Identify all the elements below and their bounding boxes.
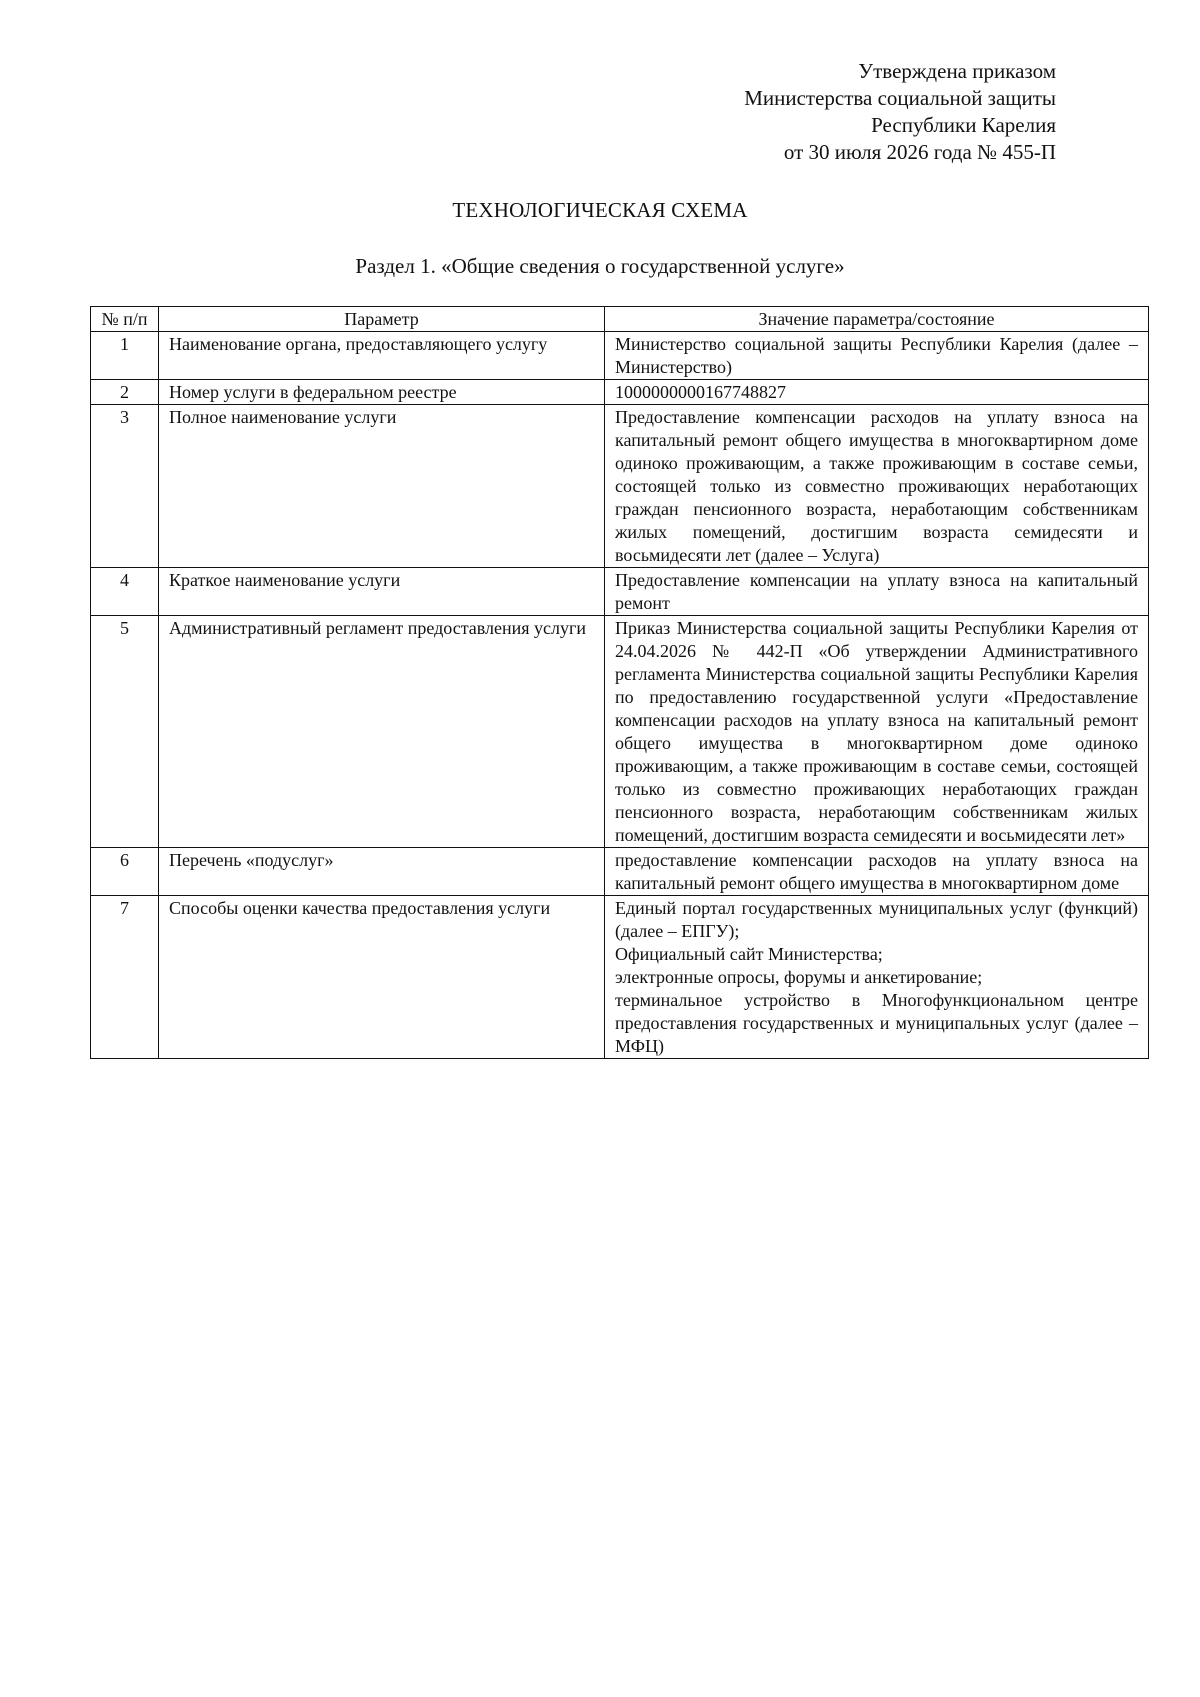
row-value-line: Предоставление компенсации на уплату взноса на капитальный ремонт <box>615 570 1138 613</box>
row-value-line: терминальное устройство в Многофункциональном центре предоставления государственных и муниципальных услуг (далее – МФЦ) <box>615 990 1138 1056</box>
table-row <box>91 332 1149 380</box>
row-value-line: Единый портал государственных муниципальных услуг (функций) (далее – ЕПГУ); <box>615 898 1138 941</box>
table-row <box>91 405 1149 568</box>
row-number: 2 <box>91 380 159 405</box>
row-parameter: Наименование органа, предоставляющего услугу <box>159 332 605 380</box>
row-value <box>605 848 1149 896</box>
approval-line: Республики Карелия <box>871 113 1056 137</box>
row-value <box>605 380 1149 405</box>
header-value: Значение параметра/состояние <box>605 307 1149 332</box>
row-value-line: Министерство социальной защиты Республики Карелия (далее – Министерство) <box>615 334 1138 377</box>
approval-line: Утверждена приказом <box>858 59 1056 83</box>
table-header-row <box>91 307 1149 332</box>
row-parameter: Номер услуги в федеральном реестре <box>159 380 605 405</box>
approval-block <box>744 58 1056 166</box>
table-row <box>91 848 1149 896</box>
row-parameter: Полное наименование услуги <box>159 405 605 568</box>
row-parameter: Административный регламент предоставления услуги <box>159 616 605 848</box>
row-value-line: Официальный сайт Министерства; <box>615 944 883 964</box>
row-number: 3 <box>91 405 159 568</box>
row-value <box>605 896 1149 1059</box>
row-value-line: предоставление компенсации расходов на уплату взноса на капитальный ремонт общего имущества в многоквартирном доме <box>615 850 1138 893</box>
table-row <box>91 568 1149 616</box>
table-row <box>91 380 1149 405</box>
row-value <box>605 616 1149 848</box>
row-parameter: Способы оценки качества предоставления услуги <box>159 896 605 1059</box>
row-number: 6 <box>91 848 159 896</box>
row-value <box>605 568 1149 616</box>
document-title: ТЕХНОЛОГИЧЕСКАЯ СХЕМА <box>452 198 748 222</box>
row-number: 7 <box>91 896 159 1059</box>
row-parameter: Краткое наименование услуги <box>159 568 605 616</box>
row-value-line: 1000000000167748827 <box>615 382 786 402</box>
header-param: Параметр <box>159 307 605 332</box>
row-number: 5 <box>91 616 159 848</box>
approval-line: от 30 июля 2026 года № 455-П <box>783 140 1056 164</box>
row-value <box>605 405 1149 568</box>
row-number: 4 <box>91 568 159 616</box>
table-body <box>91 332 1149 1059</box>
row-number: 1 <box>91 332 159 380</box>
scheme-table <box>90 306 1149 1059</box>
table-row <box>91 616 1149 848</box>
header-num: № п/п <box>91 307 159 332</box>
row-value-line: Предоставление компенсации расходов на уплату взноса на капитальный ремонт общего имущества в многоквартирном доме одиноко проживающим, а также проживающим в составе семьи, состоящей только из совместно проживающих неработающих граждан пенсионного возраста, неработающим собственникам жилых помещений, достигшим возраста семидесяти и восьмидесяти лет (далее – Услуга) <box>615 407 1138 565</box>
table-row <box>91 896 1149 1059</box>
section-title: Раздел 1. «Общие сведения о государственной услуге» <box>355 254 845 278</box>
row-parameter: Перечень «подуслуг» <box>159 848 605 896</box>
approval-line: Министерства социальной защиты <box>744 86 1056 110</box>
row-value-line: электронные опросы, форумы и анкетирование; <box>615 967 983 987</box>
row-value-line: Приказ Министерства социальной защиты Республики Карелия от 24.04.2026 № 442-П «Об утверждении Административного регламента Министерства социальной защиты Республики Карелия по предоставлению государственной услуги «Предоставление компенсации расходов на уплату взноса на капитальный ремонт общего имущества в многоквартирном доме одиноко проживающим, а также проживающим в составе семьи, состоящей только из совместно проживающих неработающих граждан пенсионного возраста, неработающим собственникам жилых помещений, достигшим возраста семидесяти и восьмидесяти лет» <box>615 618 1138 845</box>
row-value <box>605 332 1149 380</box>
